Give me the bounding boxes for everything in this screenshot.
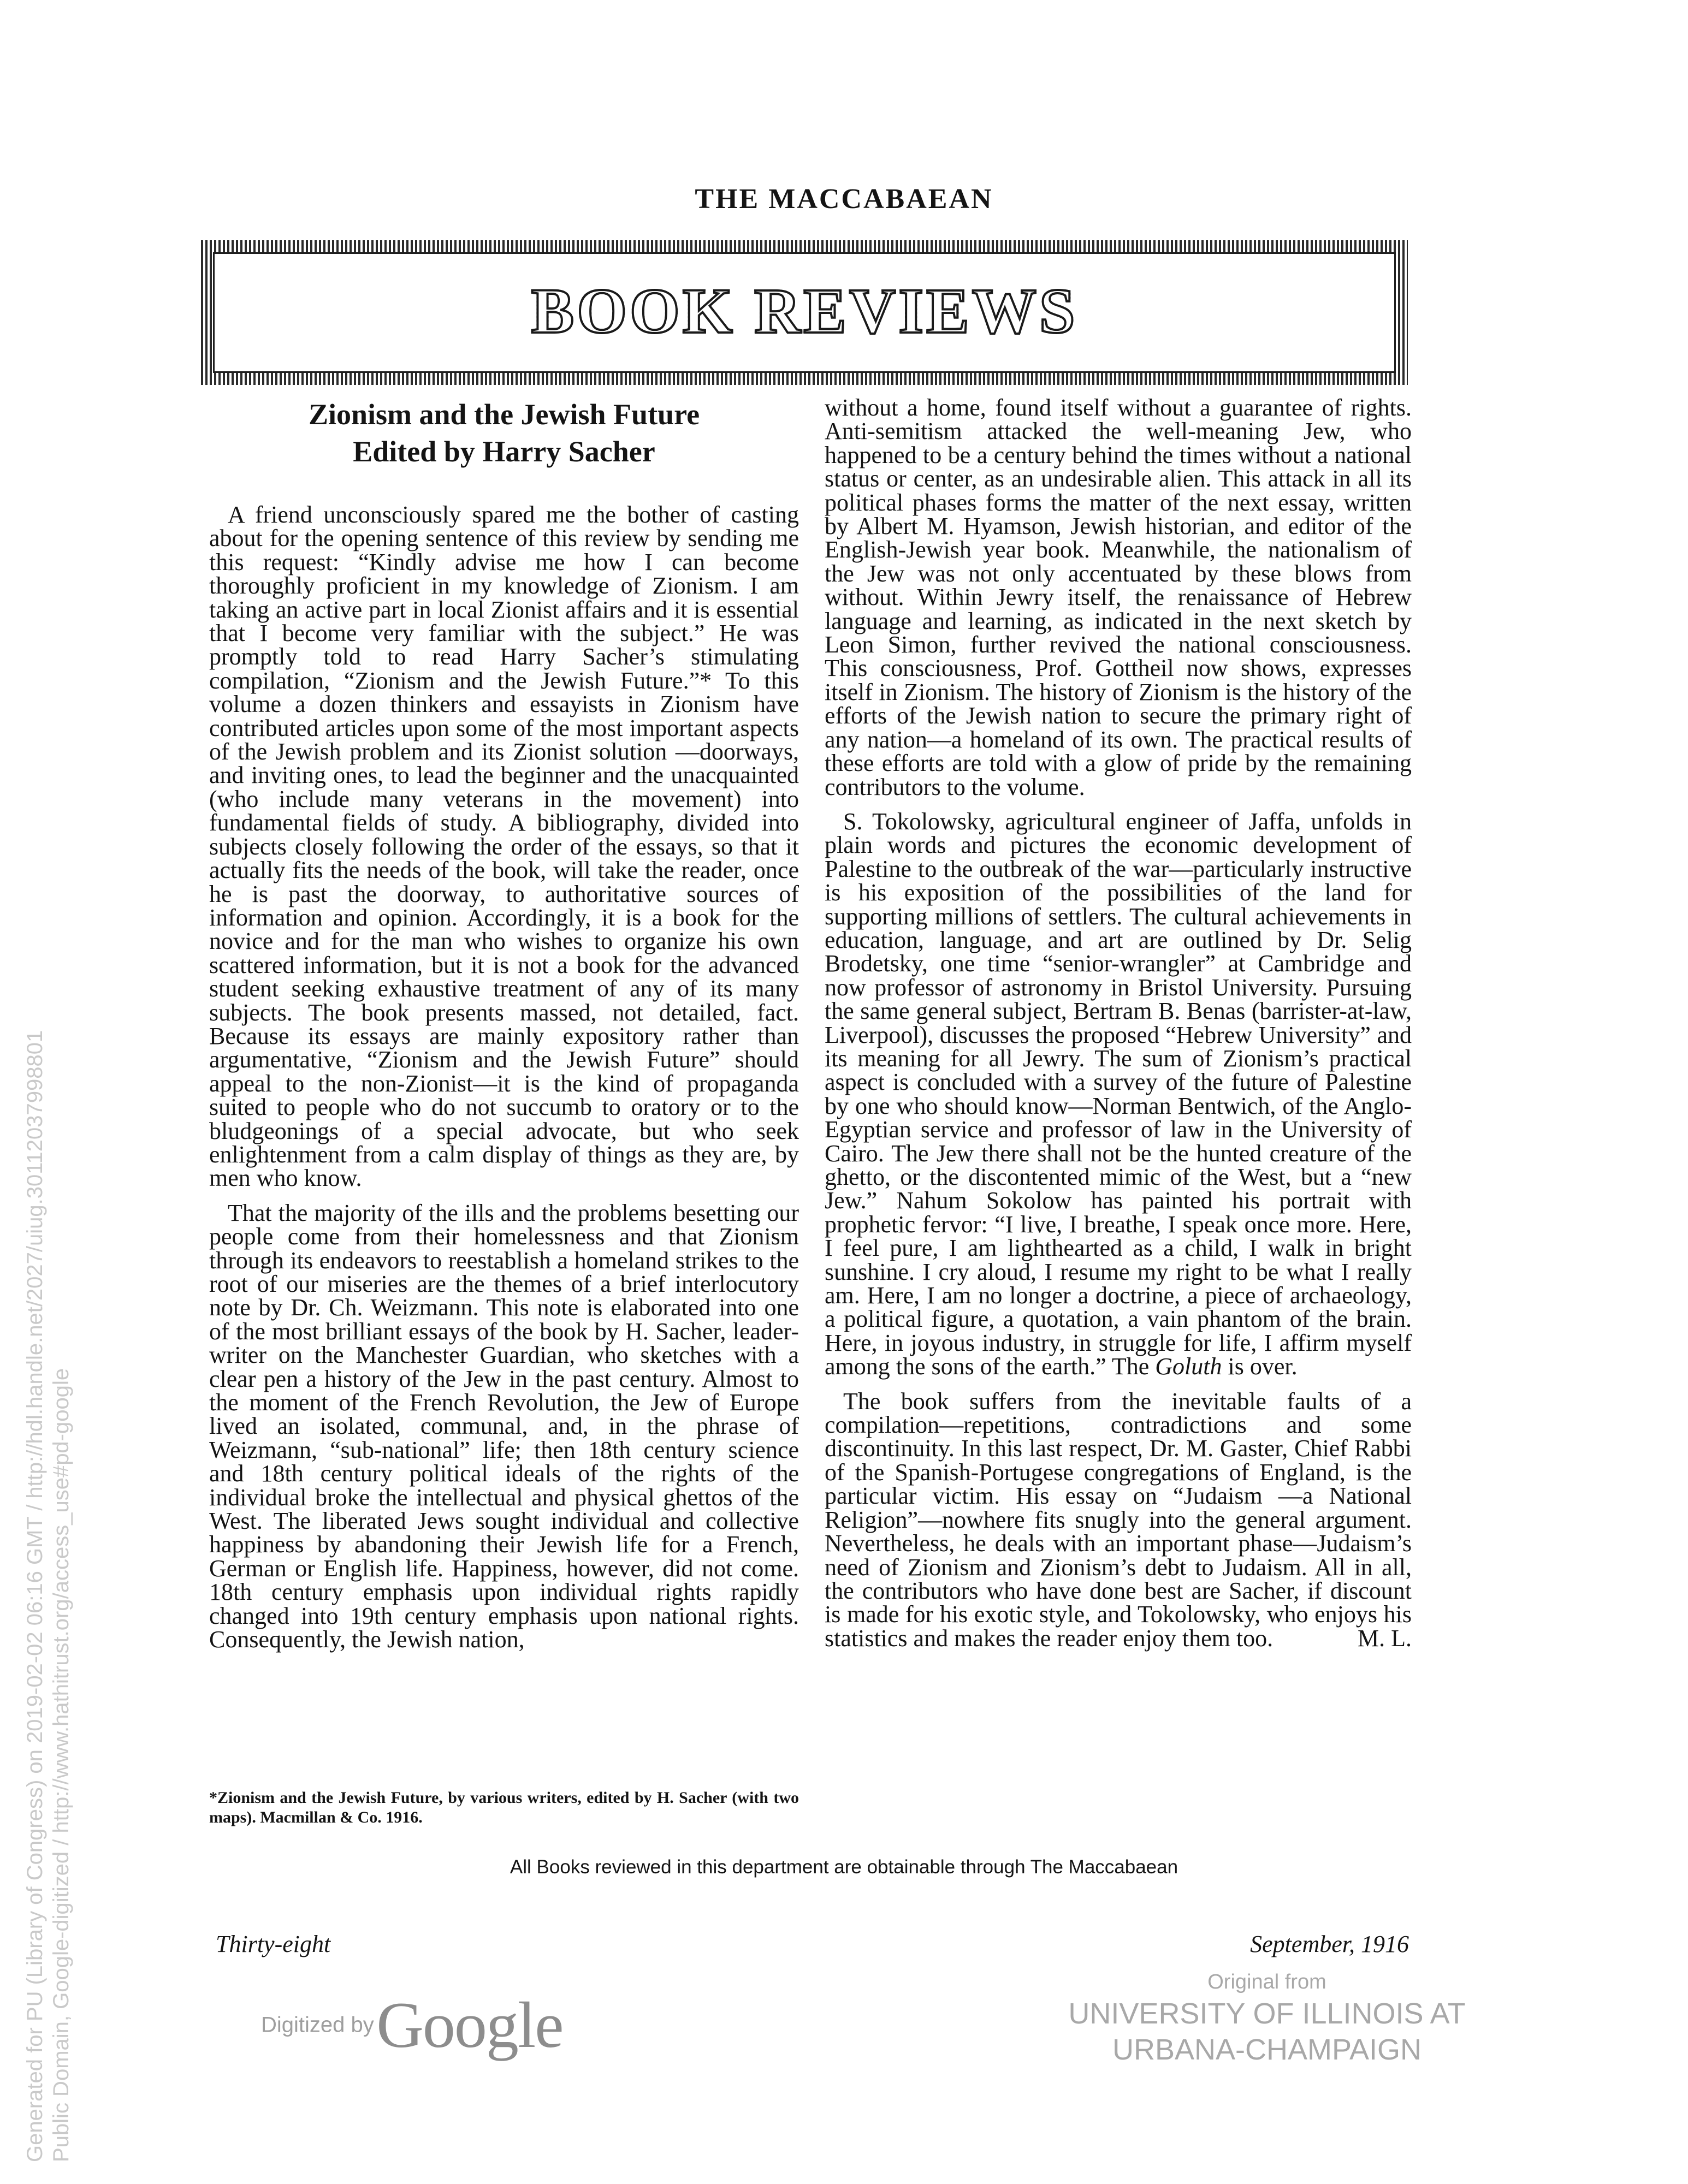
paragraph-text: S. Tokolowsky, agricultural engineer of Jaffa, unfolds in plain words and pictures the economic development of Palestine to the outbreak of the war—particularly instructive is his exposition of the possibilities of the land for supporting millions of settlers. The cultural achievements in education, language, and art are outlined by Dr. Selig Brodetsky, one time “senior-wrangler” at Cambridge and now professor of astronomy in Bristol University. Pursuing the same general subject, Bertram B. Benas (barrister-at-law, Liverpool), discusses the proposed “Hebrew University” and its meaning for all Jewry. The sum of Zionism’s practical aspect is concluded with a survey of the future of Palestine by one who should know—Norman Bentwich, of the Anglo-Egyptian service and professor of law in the University of Cairo. The Jew there shall not be the hunted creature of the ghetto, or the discontented mimic of the West, but a “new Jew.” Nahum Sokolow has painted his portrait with prophetic fervor: “I live, I breathe, I speak once more. Here, I feel pure, I am lighthearted as a child, I walk in bright sunshine. I cry aloud, I resume my right to be what I really am. Here, I am no longer a doctrine, a piece of archaeology, a political figure, a quotation, a vain phantom of the brain. Here, in joyous industry, in struggle for life, I affirm myself among the sons of the earth.” The bbox=[825, 808, 1412, 1380]
right-column bbox=[825, 396, 1412, 1650]
availability-notice: All Books reviewed in this department are obtainable through The Maccabaean bbox=[510, 1856, 1178, 1878]
paragraph-text: The book suffers from the inevitable faults of a compilation—repetitions, contradictions and some discontinuity. In this last respect, Dr. M. Gaster, Chief Rabbi of the Spanish-Portugese congregations of England, is the particular victim. His essay on “Judaism —a National Religion”—nowhere fits snugly into the general argument. Nevertheless, he deals with an important phase—Judaism’s need of Zionism and Zionism’s debt to Judaism. All in all, the contributors who have done best are Sacher, if discount is made for his exotic style, and Tokolowsky, who enjoys his statistics and makes the reader enjoy them too. bbox=[825, 1387, 1412, 1652]
review-paragraph bbox=[825, 1387, 1412, 1652]
page-number: Thirty-eight bbox=[216, 1931, 331, 1957]
italic-term: Goluth bbox=[1155, 1353, 1222, 1380]
issue-date: September, 1916 bbox=[1250, 1931, 1409, 1957]
section-banner bbox=[201, 240, 1408, 385]
generation-watermark bbox=[22, 764, 74, 2162]
google-logo: Google bbox=[376, 1989, 563, 2061]
left-column bbox=[209, 396, 799, 1652]
review-paragraph: without a home, found itself without a guarantee of rights. Anti-semitism attacked the well-meaning Jew, who happened to be a century behind the times without a national status or center, as an undesirable alien. This attack in all its political phases forms the matter of the next essay, written by Albert M. Hyamson, Jewish historian, and editor of the English-Jewish year book. Meanwhile, the nationalism of the Jew was not only accentuated by these blows from without. Within Jewry itself, the renaissance of Hebrew language and learning, as indicated in the next sketch by Leon Simon, further revived the national consciousness. This consciousness, Prof. Gottheil now shows, expresses itself in Zionism. The history of Zionism is the history of the efforts of the Jewish nation to secure the primary right of any nation—a homeland of its own. The practical results of these efforts are told with a glow of pride by the remaining contributors to the volume. bbox=[825, 394, 1412, 800]
running-head: THE MACCABAEAN bbox=[695, 183, 993, 215]
reviewer-signature: M. L. bbox=[1358, 1624, 1412, 1652]
review-paragraph: A friend unconsciously spared me the bother of casting about for the opening sentence of this review by sending me this request: “Kindly advise me how I can become thoroughly proficient in my knowledge of Zionism. I am taking an active part in local Zionist affairs and it is essential that I become very familiar with the subject.” He was promptly told to read Harry Sacher’s stimulating compilation, “Zionism and the Jewish Future.”* To this volume a dozen thinkers and essayists in Zionism have contributed articles upon some of the most important aspects of the Jewish problem and its Zionist solution —doorways, and inviting ones, to lead the beginner and the unacquainted (who include many veterans in the movement) into fundamental fields of study. A bibliography, divided into subjects closely following the order of the essays, so that it actually fits the needs of the book, will take the reader, once he is past the doorway, to authoritative sources of information and opinion. Accordingly, it is a book for the novice and for the man who wishes to organize his own scattered information, but it is not a book for the advanced student seeking exhaustive treatment of any of its many subjects. The book presents massed, not detailed, fact. Because its essays are mainly expository rather than argumentative, “Zionism and the Jewish Future” should appeal to the non-Zionist—it is the kind of propaganda suited to people who do not succumb to oratory or to the bludgeonings of a special advocate, but who seek enlightenment from a calm display of things as they are, by men who know. bbox=[209, 501, 799, 1192]
article-title-line-1: Zionism and the Jewish Future bbox=[308, 398, 700, 431]
section-title: BOOK REVIEWS bbox=[213, 274, 1396, 348]
watermark-line: Generated for PU (Library of Congress) on 2019-02-02 06:16 GMT / http://hdl.handle.net/2027/uiug.30112037998801 bbox=[23, 1030, 47, 2162]
article-title-byline: Edited by Harry Sacher bbox=[353, 435, 655, 468]
institution-name: UNIVERSITY OF ILLINOIS AT bbox=[1068, 1997, 1466, 2030]
original-source-mark bbox=[1065, 1968, 1469, 2068]
review-paragraph: That the majority of the ills and the problems besetting our people come from their homelessness and that Zionism through its endeavors to reestablish a homeland strikes to the root of our miseries are the themes of a brief interlocutory note by Dr. Ch. Weizmann. This note is elaborated into one of the most brilliant essays of the book by H. Sacher, leader-writer on the Manchester Guardian, who sketches with a clear pen a history of the Jew in the past century. Almost to the moment of the French Revolution, the Jew of Europe lived an isolated, communal, and, in the phrase of Weizmann, “sub-national” life; then 18th century science and 18th century political ideals of the rights of the individual broke the intellectual and physical ghettos of the West. The liberated Jews sought individual and collective happiness by abandoning their Jewish life for a French, German or English life. Happiness, however, did not come. 18th century emphasis upon individual rights rapidly changed into 19th century emphasis upon national rights. Consequently, the Jewish nation, bbox=[209, 1199, 799, 1653]
digitized-by-mark bbox=[261, 1987, 562, 2063]
paragraph-text: is over. bbox=[1228, 1353, 1298, 1380]
institution-name: URBANA-CHAMPAIGN bbox=[1112, 2033, 1422, 2066]
original-from-label: Original from bbox=[1207, 1971, 1326, 1993]
article-title bbox=[209, 396, 799, 470]
watermark-line: Public Domain, Google-digitized / http://www.hathitrust.org/access_use#pd-google bbox=[49, 1368, 73, 2162]
digitized-by-label: Digitized by bbox=[261, 2013, 374, 2037]
footnote: *Zionism and the Jewish Future, by various writers, edited by H. Sacher (with two maps). Macmillan & Co. 1916. bbox=[209, 1789, 799, 1826]
review-paragraph bbox=[825, 810, 1412, 1379]
